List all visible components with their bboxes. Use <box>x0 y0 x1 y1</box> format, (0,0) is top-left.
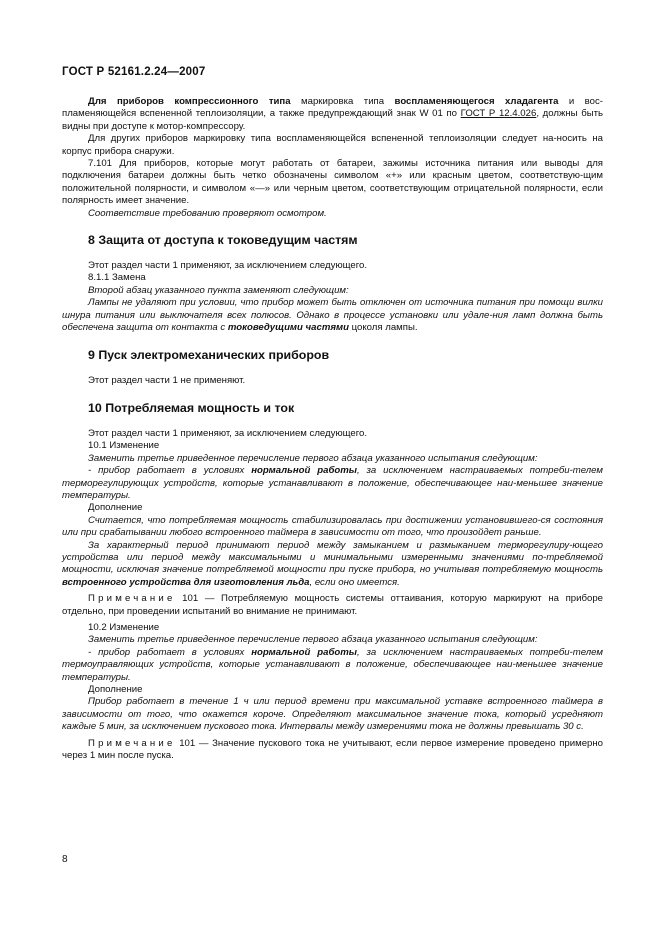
paragraph: Этот раздел части 1 не применяют. <box>88 374 246 386</box>
paragraph: 7.101 Для приборов, которые могут работать от батареи, зажимы источника питания или выводы для подключения батареи должны быть четко обозначены символом «+» или красным цветом, соответствую-щим положительной полярности, и символом «—» или черным цветом, соответствующим отрицательной полярности, если полярность имеет значение. <box>62 158 603 207</box>
paragraph: Лампы не удаляют при условии, что прибор может быть отключен от источника питания при помощи вилки шнура питания или выключателя всех полюсов. Однако в процессе установки или удале-ния ламп должна быть обеспечена защита от контакта с токоведущими частями цоколя лампы. <box>62 297 603 334</box>
paragraph: Дополнение <box>88 502 143 514</box>
paragraph: 10.1 Изменение <box>88 440 160 452</box>
paragraph: Этот раздел части 1 применяют, за исключением следующего. <box>88 260 368 272</box>
paragraph: Заменить третье приведенное перечисление первого абзаца указанного испытания следующим: <box>88 634 538 646</box>
paragraph: Этот раздел части 1 применяют, за исключением следующего. <box>88 427 368 439</box>
section-heading: 10 Потребляемая мощность и ток <box>88 400 295 415</box>
note: Примечание 101 — Потребляемую мощность системы оттаивания, которую маркируют на приборе отдельно, при проведении испытаний во внимание не принимают. <box>62 593 603 617</box>
paragraph: Для приборов компрессионного типа маркировка типа воспламеняющегося хладагента и вос-пламеняющейся вспененной теплоизоляции, а также предупреждающий знак W 01 по ГОСТ Р 12.4.026, должны быть видны при доступе к мотор-компрессору. <box>62 96 603 132</box>
paragraph: - прибор работает в условиях нормальной работы, за исключением настраиваемых потреби-телем термоуправляющих устройств, которые устанавливают в положение, обеспечивающее наи-меньшее значение температуры. <box>62 646 603 683</box>
section-heading: 9 Пуск электромеханических приборов <box>88 347 330 362</box>
paragraph: Соответствие требованию проверяют осмотром. <box>88 207 327 219</box>
standard-link[interactable]: ГОСТ Р 12.4.026 <box>460 108 537 120</box>
paragraph: - прибор работает в условиях нормальной работы, за исключением настраиваемых потреби-телем терморегулирующих устройств, которые устанавливают в положение, обеспечивающее наи-меньшее значение температуры. <box>62 465 603 501</box>
note: Примечание 101 — Значение пускового тока не учитывают, если первое измерение проведено примерно через 1 мин после пуска. <box>62 737 603 762</box>
paragraph: Заменить третье приведенное перечисление первого абзаца указанного испытания следующим: <box>88 452 538 464</box>
paragraph: Считается, что потребляемая мощность стабилизировалась при достижении установившего-ся состояния или при срабатывании любого встроенного таймера в зависимости от того, что произойдет раньше. <box>62 514 603 539</box>
paragraph: 10.2 Изменение <box>88 622 160 633</box>
paragraph: Для других приборов маркировку типа воспламеняющейся вспененной теплоизоляции следует на-носить на корпус прибора снаружи. <box>62 133 603 157</box>
paragraph: Прибор работает в течение 1 ч или период времени при максимальной уставке встроенного таймера в зависимости от того, что окажется короче. Определяют максимальное значение тока, который усредняют каждые 5 мин, за исключением пускового тока. Интервалы между измерениями тока не должны превышать 30 с. <box>62 696 603 733</box>
paragraph: Дополнение <box>88 684 143 696</box>
page-number: 8 <box>62 854 68 865</box>
paragraph: За характерный период принимают период между замыканием и размыканием терморегулиру-ющего устройства или период между максимальными и минимальными измеренными значениями по-требляемой мощности, исключая значение потребляемой мощности при пуске прибора, но учитывая потребляемую мощность встроенного устройства для изготовления льда, если оно имеется. <box>62 539 603 588</box>
paragraph: 8.1.1 Замена <box>88 272 146 284</box>
document-body <box>62 96 603 762</box>
section-heading: 8 Защита от доступа к токоведущим частям <box>88 233 358 248</box>
document-header: ГОСТ Р 52161.2.24—2007 <box>62 66 206 78</box>
paragraph: Второй абзац указанного пункта заменяют следующим: <box>88 284 349 296</box>
